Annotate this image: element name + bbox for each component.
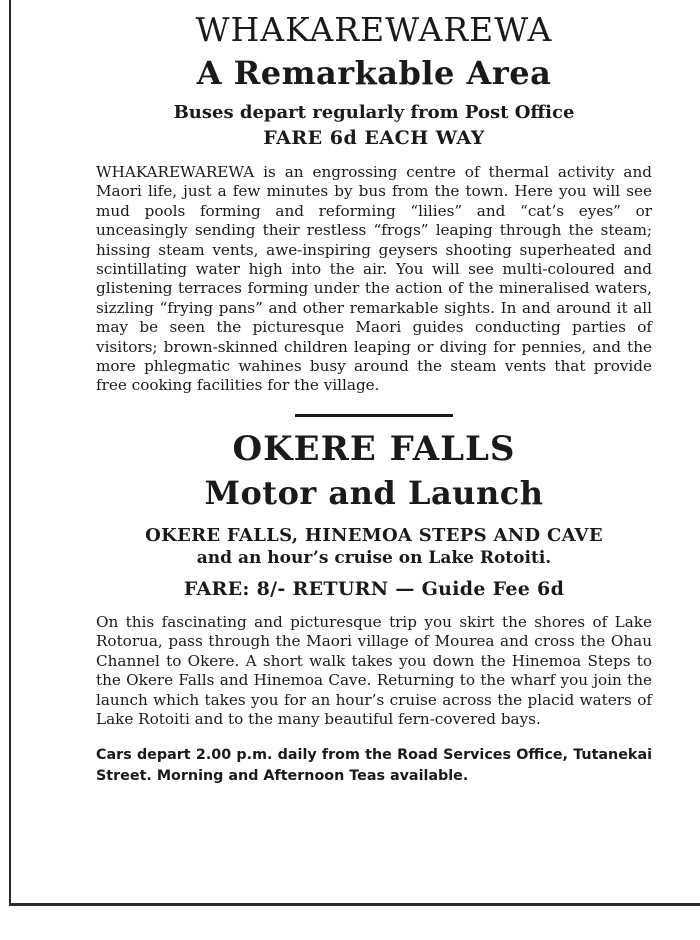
left-border-rule (9, 0, 11, 905)
okere-falls-title: OKERE FALLS (232, 428, 516, 469)
section-divider (295, 414, 453, 417)
okere-falls-section (96, 429, 652, 787)
okere-description: On this fascinating and picturesque trip you skirt the shores of Lake Rotorua, pass through the Maori village of Mourea and cross the Ohau Channel to Okere. A short walk takes you down the Hinemoa Steps to the Okere Falls and Hinemoa Cave. Returning to the wharf you join the launch which takes you for an hour’s cruise across the placid waters of Lake Rotoiti and to the many beautiful fern-covered bays. (96, 612, 652, 728)
okere-fare: FARE: 8/- RETURN — Guide Fee 6d (183, 577, 565, 600)
okere-cruise-note: and an hour’s cruise on Lake Rotoiti. (196, 547, 552, 568)
bus-departure-note: Buses depart regularly from Post Office (173, 102, 575, 123)
bottom-border-rule (9, 903, 700, 906)
whakarewarewa-description: WHAKAREWAREWA is an engrossing centre of thermal activity and Maori life, just a few minutes by bus from the town. Here you will see mud pools forming and reforming “lilies” and “cat’s eyes” or unceasingly sending their restless “frogs” leaping through the steam; hissing steam vents, awe-inspiring geysers shooting superheated and scintillating water high into the air. You will see multi-coloured and glistening terraces forming under the action of the mineralised waters, sizzling “frying pans” and other remarkable sights. In and around it all may be seen the picturesque Maori guides conducting parties of visitors; brown-skinned children leaping or diving for pennies, and the more phlegmatic wahines busy around the steam vents that provide free cooking facilities for the village. (96, 163, 652, 395)
whakarewarewa-section (96, 0, 652, 396)
ad-column (96, 0, 652, 801)
whakarewarewa-title: WHAKAREWAREWA (195, 10, 553, 49)
okere-falls-subtitle: Motor and Launch (204, 473, 544, 512)
whakarewarewa-subtitle: A Remarkable Area (196, 54, 552, 92)
okere-departure-footer: Cars depart 2.00 p.m. daily from the Road Services Office, Tutanekai Street. Morning and Afternoon Teas available. (96, 746, 652, 784)
okere-route: OKERE FALLS, HINEMOA STEPS AND CAVE (145, 524, 603, 546)
whakarewarewa-fare: FARE 6d EACH WAY (263, 127, 485, 149)
